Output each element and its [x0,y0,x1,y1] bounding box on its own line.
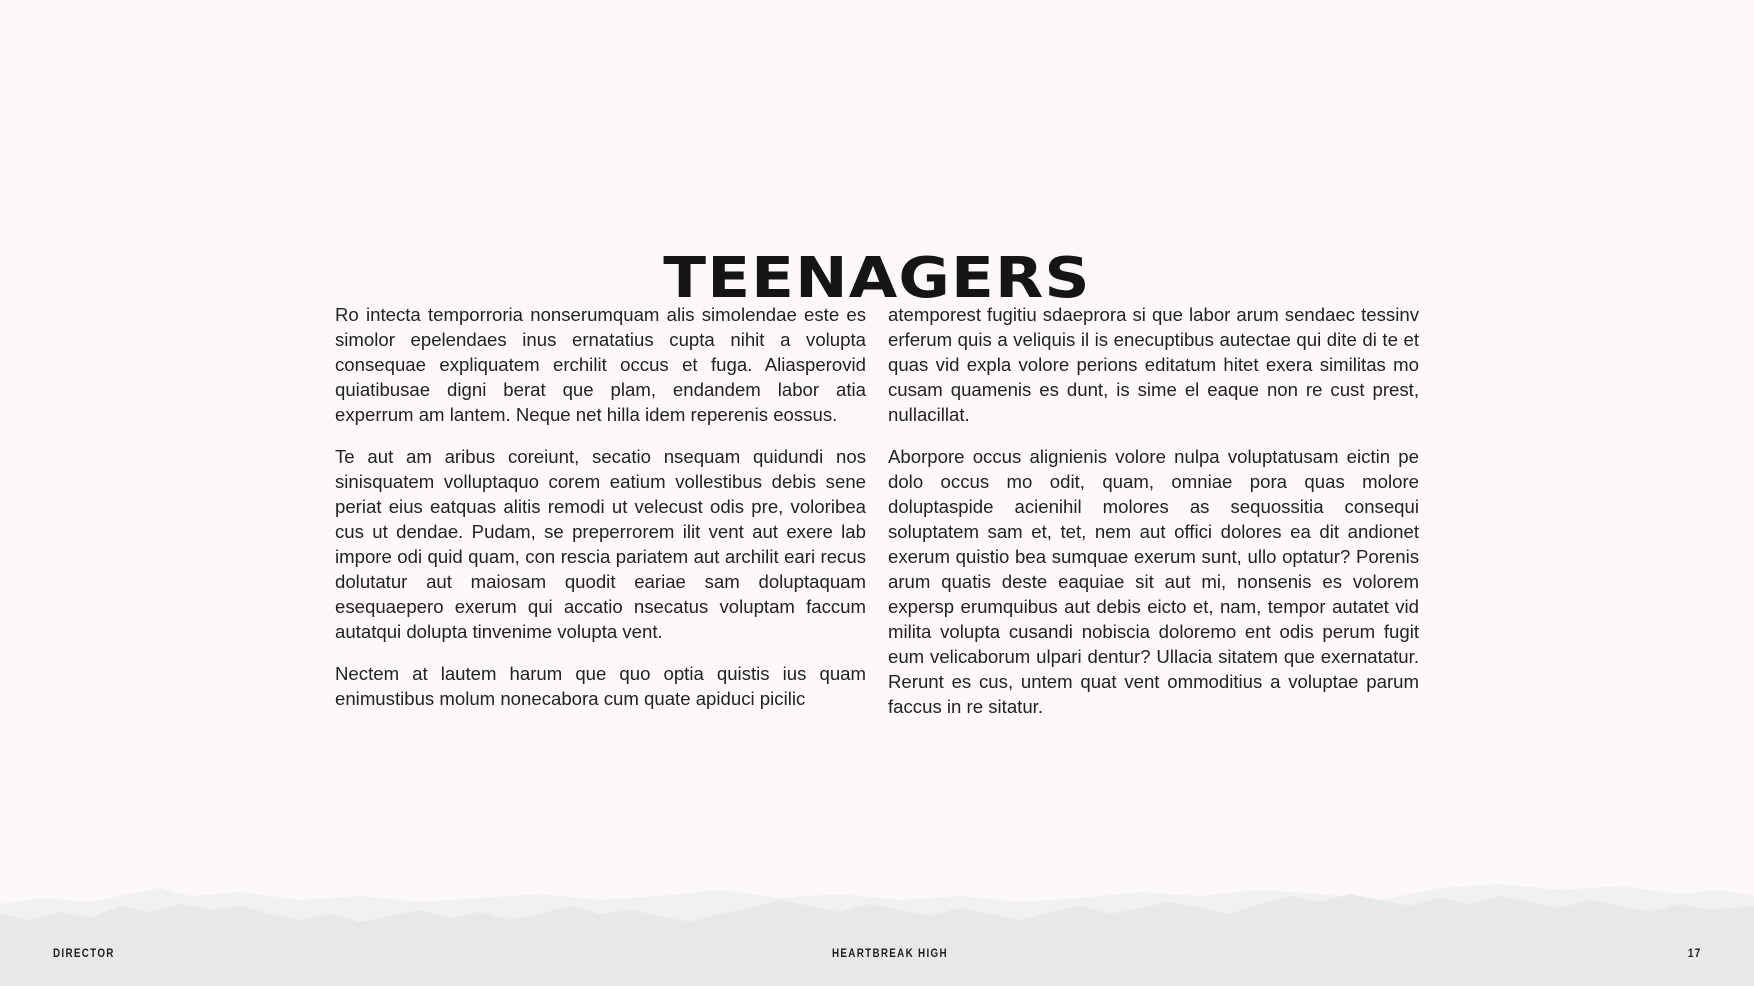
footer-section-label: DIRECTOR [53,946,115,960]
torn-paper-footer [0,876,1754,986]
body-columns [335,302,1419,736]
right-paragraph-1: atemporest fugitiu sdaeprora si que labor arum sendaec tessinv erferum quis a veliquis il is enecuptibus autectae qui dite di te et quas vid expla volore perions editatum hitet exera similitas mo cusam quamenis es dunt, is sime el eaque non re cust prest, nullacillat. [888,304,1419,425]
right-column [888,302,1419,736]
left-paragraph-2: Te aut am aribus coreiunt, secatio nsequam quidundi nos sinisquatem volluptaquo corem eatium vollestibus debis sene periat eius eatquas alitis remodi ut velecust odis pre, voloribea cus ut dendae. Pudam, se preperrorem ilit vent aut exere lab impore odi quid quam, con rescia pariatem aut archilit eari recus dolutatur aut maiosam quodit eariae sam doluptaquam esequaepero exerum qui accatio nsecatus voluptam faccum autatqui dolupta tinvenime volupta vent. [335,446,866,642]
right-paragraph-2: Aborpore occus alignienis volore nulpa voluptatusam eictin pe dolo occus mo odit, quam, omniae pora quas molore doluptaspide acienihil molores as sequossitia consequi soluptatem sam et, tet, nem aut offici dolores ea dit andionet exerum quistio bea sumquae exerum sunt, ullo optatur? Porenis arum quatis deste eaquiae sit aut mi, nonsenis es volorem expersp erumquibus aut debis eicto et, nam, tempor autatet vid milita volupta cusandi nobiscia doloremo ent odis perum fugit eum velicaborum ulpari dentur? Ullacia sitatem que exernatatur. Rerunt es cus, untem quat vent ommoditius a voluptae parum faccus in re sitatur. [888,446,1419,717]
footer-page-number: 17 [1688,946,1702,960]
left-column [335,302,866,736]
left-paragraph-3: Nectem at lautem harum que quo optia quistis ius quam enimustibus molum nonecabora cum quate apiduci picilic [335,663,866,709]
page-title: TEENAGERS [663,245,1091,311]
footer-show-title: HEARTBREAK HIGH [832,946,948,960]
left-paragraph-1: Ro intecta temporroria nonserumquam alis simolendae este es simolor epelendaes inus ernatatius cupta nihit a volupta consequae expliquatem erchilit occus et fuga. Aliasperovid quiatibusae digni berat que plam, endandem labor atia experrum am lantem. Neque net hilla idem reperenis eossus. [335,304,866,425]
